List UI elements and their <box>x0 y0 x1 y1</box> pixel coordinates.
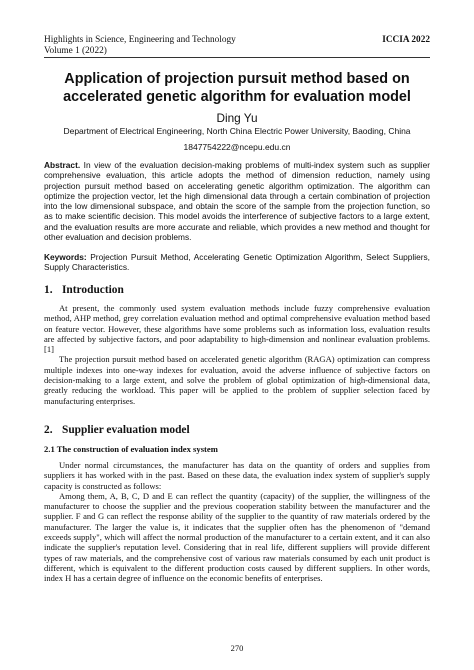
subsection-heading: 2.1 The construction of evaluation index system <box>44 444 218 454</box>
keywords-label: Keywords: <box>44 252 87 262</box>
conference-name: ICCIA 2022 <box>382 35 430 45</box>
section-number: 1. <box>44 284 53 296</box>
keywords <box>44 252 430 273</box>
abstract-text: In view of the evaluation decision-making problems of multi-index system such as supplier comprehensive evaluation, this article adopts the method of dimension reduction, namely using projection pursuit method based on accelerating genetic algorithm optimization. The algorithm can optimize the projection vector, let the high dimensional data through a certain combination of projection into the low dimensional subspace, and obtain the score of the sample from the projection function, so as to make scientific decision. This model avoids the interference of subjective factors to a large extent, and the evaluation results are more accurate and reliable, which provides a new method and thought for other evaluation and decision problems. <box>44 160 430 243</box>
paragraph: The projection pursuit method based on accelerated genetic algorithm (RAGA) optimization can compress multiple indexes into one-way indexes for evaluation, avoid the adverse influence of subjective factors on decision-making to a large extent, and solve the problem of global optimization of high-dimensional data, greatly reducing the workload. This paper will be applied to the problem of supplier selection faced by manufacturing enterprises. <box>44 354 430 406</box>
supplier-evaluation-body <box>44 460 430 584</box>
section-number: 2. <box>44 424 53 436</box>
paragraph: At present, the commonly used system evaluation methods include fuzzy comprehensive evaluation method, AHP method, grey correlation evaluation method and optimal comprehensive evaluation method based on feature vector. However, these algorithms have some problems such as information loss, evaluation results are affected by subjective factors, and poor adaptability to high-dimension and nonlinear evaluation problems. [1] <box>44 303 430 355</box>
section-heading-introduction <box>44 284 124 296</box>
abstract-label: Abstract. <box>44 160 81 170</box>
author-name: Ding Yu <box>216 111 258 125</box>
running-header <box>44 35 430 56</box>
introduction-body <box>44 303 430 406</box>
paper-title: Application of projection pursuit method based on accelerated genetic algorithm for evaluation model <box>63 71 411 105</box>
paragraph: Under normal circumstances, the manufacturer has data on the quantity of orders and supplies from suppliers it has worked with in the past. Based on these data, the evaluation index system of supplier's supply capacity is constructed as follows: <box>44 460 430 491</box>
author-affiliation: Department of Electrical Engineering, North China Electric Power University, Baoding, China <box>63 126 411 136</box>
author-email: 1847754222@ncepu.edu.cn <box>183 142 291 152</box>
abstract <box>44 160 430 242</box>
volume-info: Volume 1 (2022) <box>44 45 107 56</box>
journal-name: Highlights in Science, Engineering and Technology <box>44 35 236 45</box>
page-number: 270 <box>230 643 244 653</box>
section-title: Supplier evaluation model <box>62 424 190 436</box>
section-heading-supplier-evaluation <box>44 424 190 436</box>
section-title: Introduction <box>62 284 124 296</box>
keywords-text: Projection Pursuit Method, Accelerating Genetic Optimization Algorithm, Select Suppliers, Supply Characteristics. <box>44 252 430 273</box>
paragraph: Among them, A, B, C, D and E can reflect the quantity (capacity) of the supplier, the willingness of the manufacturer to choose the supplier and the previous cooperation stability between the manufacturer and the supplier. F and G can reflect the response ability of the supplier to the quantity of raw materials ordered by the manufacturer. The larger the value is, it indicates that the supplier often has the phenomenon of "demand exceeds supply", which will affect the normal production of the manufacturer to a certain extent, and it can also indicate the supplier's reputation level. Considering that in real life, different suppliers will provide different types of raw materials, and the comprehensive cost of various raw materials consumed by each unit product is different, which is equivalent to the different production costs caused by different suppliers. In other words, index H has a certain degree of influence on the economic benefits of enterprises. <box>44 490 430 584</box>
header-rule <box>44 57 430 58</box>
